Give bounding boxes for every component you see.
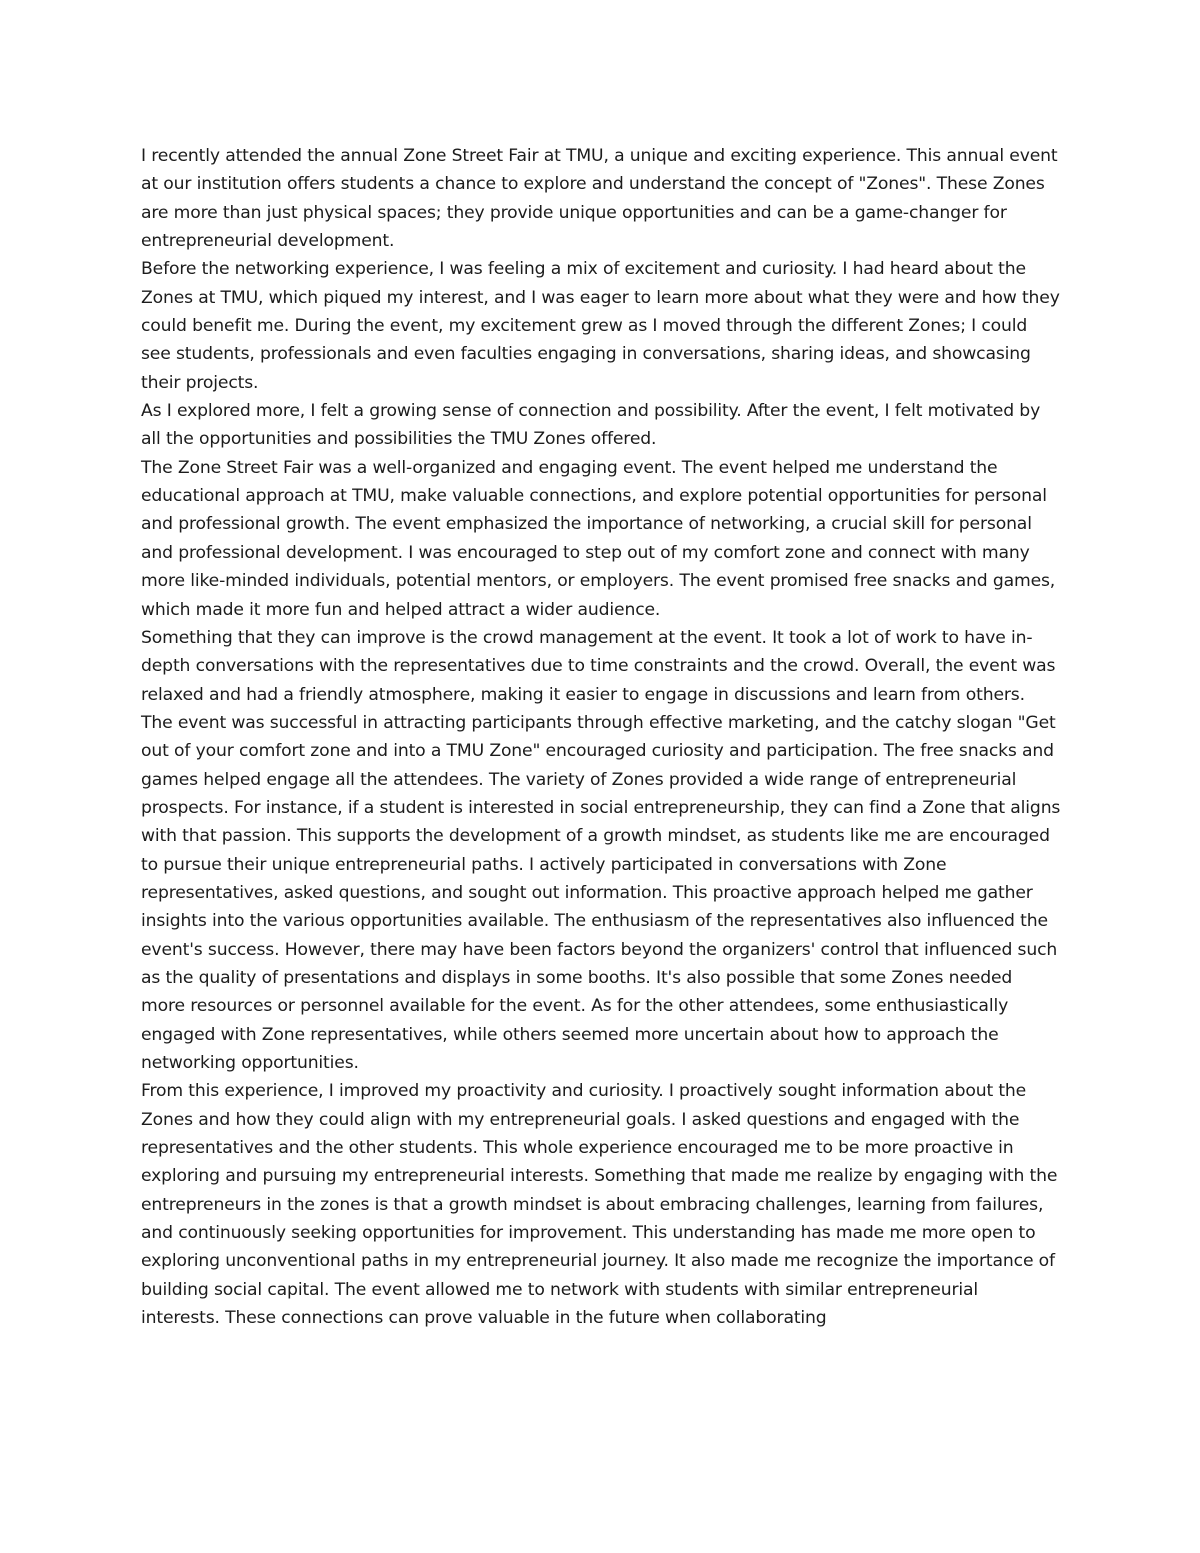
paragraph-before-event: Before the networking experience, I was feeling a mix of excitement and curiosity. I had heard about the Zones at TMU, which piqued my interest, and I was eager to learn more about what they were and how they could benefit me. During the event, my excitement grew as I moved through the different Zones; I could see students, professionals and even faculties engaging in conversations, sharing ideas, and showcasing their projects.	[141, 259, 1060, 393]
paragraph-intro: I recently attended the annual Zone Street Fair at TMU, a unique and exciting experience. This annual event at our institution offers students a chance to explore and understand the concept of "Zones". These Zones are more than just physical spaces; they provide unique opportunities and can be a game-changer for entrepreneurial development.	[141, 146, 1058, 252]
paragraph-exploration: As I explored more, I felt a growing sense of connection and possibility. After the event, I felt motivated by all the opportunities and possibilities the TMU Zones offered.	[141, 401, 1041, 450]
paragraph-improvements: Something that they can improve is the crowd management at the event. It took a lot of work to have in-depth conversations with the representatives due to time constraints and the crowd. Overall, the event was relaxed and had a friendly atmosphere, making it easier to engage in discussions and learn from others.	[141, 627, 1056, 705]
document-body	[141, 142, 1061, 1332]
paragraph-event-review: The Zone Street Fair was a well-organized and engaging event. The event helped me understand the educational approach at TMU, make valuable connections, and explore potential opportunities for personal and professional growth. The event emphasized the importance of networking, a crucial skill for personal and professional development. I was encouraged to step out of my comfort zone and connect with many more like-minded individuals, potential mentors, or employers. The event promised free snacks and games, which made it more fun and helped attract a wider audience.	[141, 457, 1056, 620]
paragraph-reflection: From this experience, I improved my proactivity and curiosity. I proactively sought information about the Zones and how they could align with my entrepreneurial goals. I asked questions and engaged with the representatives and the other students. This whole experience encouraged me to be more proactive in exploring and pursuing my entrepreneurial interests. Something that made me realize by engaging with the entrepreneurs in the zones is that a growth mindset is about embracing challenges, learning from failures, and continuously seeking opportunities for improvement. This understanding has made me more open to exploring unconventional paths in my entrepreneurial journey. It also made me recognize the importance of building social capital. The event allowed me to network with students with similar entrepreneurial interests. These connections can prove valuable in the future when collaborating	[141, 1081, 1058, 1329]
paragraph-success-factors: The event was successful in attracting participants through effective marketing, and the catchy slogan "Get out of your comfort zone and into a TMU Zone" encouraged curiosity and participation. The free snacks and games helped engage all the attendees. The variety of Zones provided a wide range of entrepreneurial prospects. For instance, if a student is interested in social entrepreneurship, they can find a Zone that aligns with that passion. This supports the development of a growth mindset, as students like me are encouraged to pursue their unique entrepreneurial paths. I actively participated in conversations with Zone representatives, asked questions, and sought out information. This proactive approach helped me gather insights into the various opportunities available. The enthusiasm of the representatives also influenced the event's success. However, there may have been factors beyond the organizers' control that influenced such as the quality of presentations and displays in some booths. It's also possible that some Zones needed more resources or personnel available for the event. As for the other attendees, some enthusiastically engaged with Zone representatives, while others seemed more uncertain about how to approach the networking opportunities.	[141, 712, 1061, 1073]
